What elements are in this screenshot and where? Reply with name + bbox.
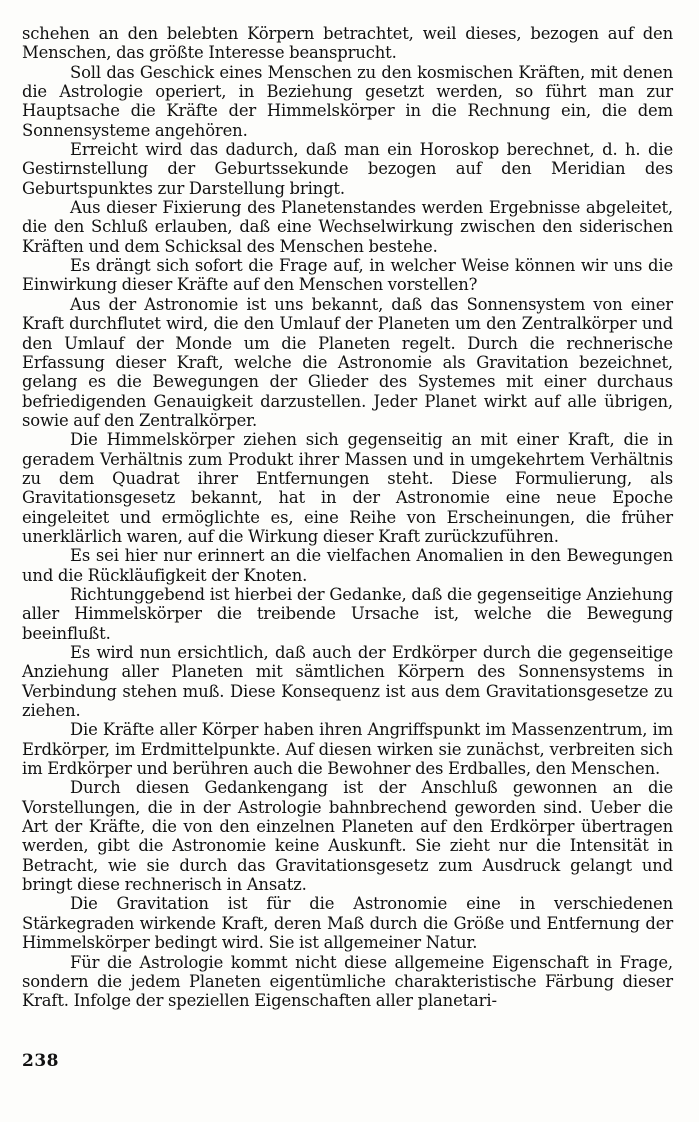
paragraph: Es drängt sich sofort die Frage auf, in welcher Weise können wir uns die Einwirkung dieser Kräfte auf den Menschen vorstellen? [22,256,673,295]
paragraph: Es wird nun ersichtlich, daß auch der Erdkörper durch die gegenseitige Anziehung aller Planeten mit sämtlichen Körpern des Sonnensystems in Verbindung stehen muß. Diese Konsequenz ist aus dem Gravitationsgesetze zu ziehen. [22,643,673,721]
paragraph: Für die Astrologie kommt nicht diese allgemeine Eigenschaft in Frage, sondern die jedem Planeten eigentümliche charakteristische Färbung dieser Kraft. Infolge der speziellen Eigenschaften aller planetari- [22,952,673,1011]
paragraph: Soll das Geschick eines Menschen zu den kosmischen Kräften, mit denen die Astrologie operiert, in Beziehung gesetzt werden, so führt man zur Hauptsache die Kräfte der Himmelskörper in die Rechnung ein, die dem Sonnensysteme angehören. [22,62,673,140]
paragraph: Die Himmelskörper ziehen sich gegenseitig an mit einer Kraft, die in geradem Verhältnis zum Produkt ihrer Massen und in umgekehrtem Verhältnis zu dem Quadrat ihrer Entfernungen steht. Diese Formulierung, als Gravitationsgesetz bekannt, hat in der Astronomie eine neue Epoche eingeleitet und ermöglichte es, eine Reihe von Erscheinungen, die früher unerklärlich waren, auf die Wirkung dieser Kraft zurückzuführen. [22,430,673,546]
paragraph: Aus der Astronomie ist uns bekannt, daß das Sonnensystem von einer Kraft durchflutet wird, die den Umlauf der Planeten um den Zentralkörper und den Umlauf der Monde um die Planeten regelt. Durch die rechnerische Erfassung dieser Kraft, welche die Astronomie als Gravitation bezeichnet, gelang es die Bewegungen der Glieder des Systemes mit einer durchaus befriedigenden Genauigkeit darzustellen. Jeder Planet wirkt auf alle übrigen, sowie auf den Zentralkörper. [22,294,673,430]
page-number: 238 [22,1051,59,1071]
paragraph: schehen an den belebten Körpern betrachtet, weil dieses, bezogen auf den Menschen, das größte Interesse beansprucht. [22,24,673,63]
paragraph: Richtunggebend ist hierbei der Gedanke, daß die gegenseitige Anziehung aller Himmelskörper die treibende Ursache ist, welche die Bewegung beeinflußt. [22,584,673,643]
paragraph: Die Gravitation ist für die Astronomie eine in verschiedenen Stärkegraden wirkende Kraft, deren Maß durch die Größe und Entfernung der Himmelskörper bedingt wird. Sie ist allgemeiner Natur. [22,894,673,953]
paragraph: Aus dieser Fixierung des Planetenstandes werden Ergebnisse abgeleitet, die den Schluß erlauben, daß eine Wechselwirkung zwischen den siderischen Kräften und dem Schicksal des Menschen bestehe. [22,198,673,256]
paragraph: Es sei hier nur erinnert an die vielfachen Anomalien in den Bewegungen und die Rückläufigkeit der Knoten. [22,546,673,585]
paragraph: Die Kräfte aller Körper haben ihren Angriffspunkt im Massenzentrum, im Erdkörper, im Erdmittelpunkte. Auf diesen wirken sie zunächst, verbreiten sich im Erdkörper und berühren auch die Bewohner des Erdballes, den Menschen. [22,720,673,779]
paragraph: Erreicht wird das dadurch, daß man ein Horoskop berechnet, d. h. die Gestirnstellung der Geburtssekunde bezogen auf den Meridian des Geburtspunktes zur Darstellung bringt. [22,140,673,198]
paragraph: Durch diesen Gedankengang ist der Anschluß gewonnen an die Vorstellungen, die in der Astrologie bahnbrechend geworden sind. Ueber die Art der Kräfte, die von den einzelnen Planeten auf den Erdkörper übertragen werden, gibt die Astronomie keine Auskunft. Sie zieht nur die Intensität in Betracht, wie sie durch das Gravitationsgesetz zum Ausdruck gelangt und bringt diese rechnerisch in Ansatz. [22,778,673,895]
body-text [22,24,673,1011]
